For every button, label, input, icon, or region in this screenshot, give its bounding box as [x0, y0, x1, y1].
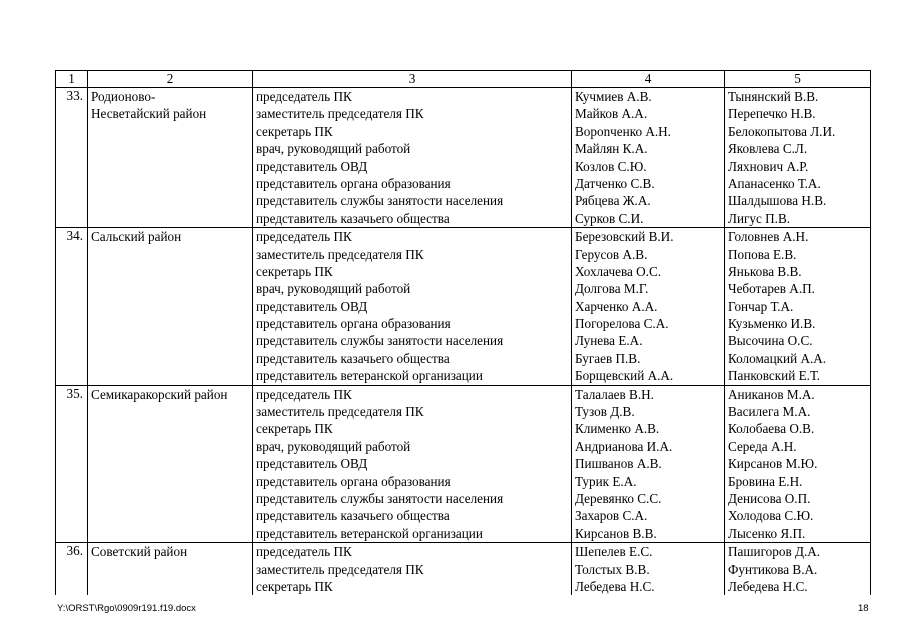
deputy-line: Кузьменко И.В. — [728, 316, 816, 332]
role-line: заместитель председателя ПК — [256, 404, 424, 420]
deputy-line: Василега М.А. — [728, 404, 811, 420]
member-line: Тузов Д.В. — [575, 404, 635, 420]
district-line: Несветайский район — [91, 106, 207, 122]
member-line: Турик Е.А. — [575, 473, 637, 489]
deputy-line: Ляхнович А.Р. — [728, 158, 809, 174]
column-header-1: 1 — [56, 71, 88, 88]
deputy-line: Аниканов М.А. — [728, 386, 815, 402]
deputy-line: Шалдышова Н.В. — [728, 193, 827, 209]
member-line: Харченко А.А. — [575, 298, 658, 314]
role-line: председатель ПК — [256, 89, 352, 104]
member-line: Ворonченко А.Н. — [575, 123, 671, 139]
role-line: представитель казачьего общества — [256, 508, 450, 524]
role-line: председатель ПК — [256, 229, 352, 245]
row-number-cell: 36. — [56, 543, 88, 596]
role-line: представитель ОВД — [256, 456, 368, 472]
column-header-5: 5 — [725, 71, 871, 88]
deputy-line: Апанасенко Т.А. — [728, 175, 821, 191]
role-line: секретарь ПК — [256, 123, 333, 139]
member-line: Козлов С.Ю. — [575, 158, 647, 174]
row-number-cell: 34. — [56, 228, 88, 386]
role-line: представитель ОВД — [256, 158, 368, 174]
deputy-line: Фунтикова В.А. — [728, 561, 818, 577]
deputy-line: Попова Е.В. — [728, 246, 797, 262]
district-cell — [88, 543, 253, 596]
member-line: Борщевский А.А. — [575, 368, 674, 384]
role-line: врач, руководящий работой — [256, 141, 411, 157]
role-line: секретарь ПК — [256, 421, 333, 437]
role-cell — [253, 88, 572, 228]
role-cell — [253, 385, 572, 543]
role-line: председатель ПК — [256, 386, 352, 402]
role-line: представитель казачьего общества — [256, 350, 450, 366]
district-line: Советский район — [91, 544, 188, 560]
deputy-cell — [725, 385, 871, 543]
deputy-line: Головнев А.Н. — [728, 229, 809, 245]
role-line: представитель ОВД — [256, 298, 368, 314]
member-line: Березовский В.И. — [575, 229, 674, 245]
table-body — [56, 71, 871, 596]
column-header-4: 4 — [572, 71, 725, 88]
member-cell — [572, 88, 725, 228]
member-line: Бугаев П.В. — [575, 350, 641, 366]
member-line: Кучмиев А.В. — [575, 89, 652, 104]
member-line: Деревянко С.С. — [575, 490, 662, 506]
table-row — [56, 385, 871, 543]
deputy-line: Пашигоров Д.А. — [728, 544, 821, 560]
role-line: представитель казачьего общества — [256, 210, 450, 226]
column-header-row — [56, 71, 871, 88]
member-line: Майлян К.А. — [575, 141, 648, 157]
role-line: секретарь ПК — [256, 578, 333, 594]
deputy-line: Колобаева О.В. — [728, 421, 815, 437]
column-header-2: 2 — [88, 71, 253, 88]
member-cell — [572, 385, 725, 543]
deputy-line: Чеботарев А.П. — [728, 281, 815, 297]
role-cell — [253, 543, 572, 596]
row-number-cell: 35. — [56, 385, 88, 543]
deputy-cell — [725, 543, 871, 596]
member-line: Шепелев Е.С. — [575, 544, 653, 560]
district-line: Родионово- — [91, 89, 156, 104]
deputy-line: Лебедева Н.С. — [728, 578, 808, 594]
district-cell — [88, 385, 253, 543]
role-line: врач, руководящий работой — [256, 438, 411, 454]
member-line: Долгова М.Г. — [575, 281, 649, 297]
role-line: заместитель председателя ПК — [256, 246, 424, 262]
member-line: Лунева Е.А. — [575, 333, 643, 349]
member-line: Герусов А.В. — [575, 246, 648, 262]
member-line: Андрианова И.А. — [575, 438, 673, 454]
deputy-line: Лысенко Я.П. — [728, 525, 806, 541]
deputy-line: Бровина Е.Н. — [728, 473, 803, 489]
deputy-line: Белокопытова Л.И. — [728, 123, 836, 139]
role-line: заместитель председателя ПК — [256, 561, 424, 577]
deputy-line: Панковский Е.Т. — [728, 368, 820, 384]
deputy-line: Высочина О.С. — [728, 333, 813, 349]
role-line: представитель органа образования — [256, 473, 451, 489]
member-line: Клименко А.В. — [575, 421, 660, 437]
district-line: Семикаракорский район — [91, 386, 228, 402]
footer-page-number: 18 — [858, 603, 869, 614]
committee-table — [55, 70, 871, 595]
role-cell — [253, 228, 572, 386]
deputy-line: Денисова О.П. — [728, 490, 811, 506]
member-line: Талалаев В.Н. — [575, 386, 654, 402]
member-line: Лебедева Н.С. — [575, 578, 655, 594]
member-line: Сурков С.И. — [575, 210, 644, 226]
member-line: Захаров С.А. — [575, 508, 648, 524]
role-line: представитель ветеранской организации — [256, 368, 483, 384]
member-line: Толстых В.В. — [575, 561, 650, 577]
deputy-line: Янькова В.В. — [728, 263, 802, 279]
district-cell — [88, 228, 253, 386]
district-line: Сальский район — [91, 229, 182, 245]
member-cell — [572, 543, 725, 596]
member-cell — [572, 228, 725, 386]
role-line: представитель службы занятости населения — [256, 193, 504, 209]
role-line: представитель службы занятости населения — [256, 490, 504, 506]
role-line: представитель службы занятости населения — [256, 333, 504, 349]
role-line: председатель ПК — [256, 544, 352, 560]
deputy-line: Лигус П.В. — [728, 210, 791, 226]
member-line: Майков А.А. — [575, 106, 648, 122]
deputy-cell — [725, 228, 871, 386]
member-line: Рябцева Ж.А. — [575, 193, 651, 209]
member-line: Датченко С.В. — [575, 175, 655, 191]
row-number-cell: 33. — [56, 88, 88, 228]
deputy-cell — [725, 88, 871, 228]
member-line: Пишванов А.В. — [575, 456, 662, 472]
table-row — [56, 228, 871, 386]
deputy-line: Середа А.Н. — [728, 438, 797, 454]
deputy-line: Гончар Т.А. — [728, 298, 794, 314]
member-line: Кирсанов В.В. — [575, 525, 657, 541]
member-line: Погорелова С.А. — [575, 316, 669, 332]
deputy-line: Перепечко Н.В. — [728, 106, 816, 122]
role-line: секретарь ПК — [256, 263, 333, 279]
role-line: заместитель председателя ПК — [256, 106, 424, 122]
table-row — [56, 543, 871, 596]
member-line: Хохлачева О.С. — [575, 263, 662, 279]
district-cell — [88, 88, 253, 228]
role-line: представитель органа образования — [256, 316, 451, 332]
role-line: представитель ветеранской организации — [256, 525, 483, 541]
column-header-3: 3 — [253, 71, 572, 88]
footer-file-path: Y:\ORST\Rgo\0909r191.f19.docx — [57, 603, 196, 614]
deputy-line: Кирсанов М.Ю. — [728, 456, 818, 472]
deputy-line: Коломацкий А.А. — [728, 350, 827, 366]
role-line: врач, руководящий работой — [256, 281, 411, 297]
table-row — [56, 88, 871, 228]
deputy-line: Яковлева С.Л. — [728, 141, 808, 157]
role-line: представитель органа образования — [256, 175, 451, 191]
deputy-line: Холодова С.Ю. — [728, 508, 814, 524]
deputy-line: Тынянский В.В. — [728, 89, 819, 104]
